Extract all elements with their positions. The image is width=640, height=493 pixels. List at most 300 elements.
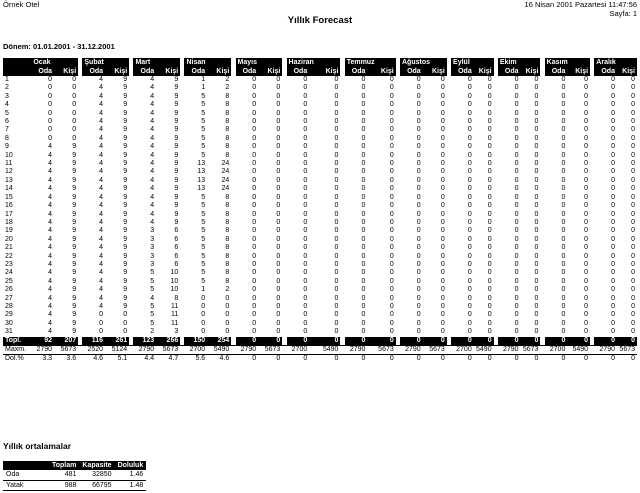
room-column-header: Oda — [31, 67, 54, 76]
table-cell: 0 — [440, 176, 445, 184]
table-cell: 0 — [276, 202, 281, 210]
table-cell: 0 — [487, 84, 492, 92]
table-cell: 0 — [514, 84, 519, 92]
table-cell: 4 — [48, 235, 53, 243]
table-cell: 0 — [611, 151, 615, 159]
table-cell: 0 — [631, 210, 635, 218]
table-cell: 9 — [72, 260, 77, 268]
table-cell: 0 — [276, 235, 281, 243]
table-cell: 0 — [303, 168, 308, 176]
table-cell: 0 — [389, 143, 394, 151]
table-cell: 0 — [440, 319, 445, 327]
table-cell: 0 — [389, 311, 394, 319]
month-header: Mart — [133, 58, 180, 67]
table-cell: 0 — [467, 193, 472, 201]
table-cell: 9 — [123, 101, 128, 109]
table-cell: 5673 — [617, 346, 637, 355]
table-cell: 0 — [561, 92, 566, 100]
averages-column-header: Doluluk — [115, 461, 147, 470]
table-cell: 0 — [467, 244, 472, 252]
table-cell: 0 — [334, 218, 339, 226]
table-cell: 0 — [252, 151, 257, 159]
table-cell: 9 — [174, 118, 179, 126]
table-cell: 0 — [440, 302, 445, 310]
table-row — [3, 126, 637, 134]
table-cell: 1.46 — [115, 470, 147, 480]
table-cell: 4 — [48, 202, 53, 210]
table-cell: 5 — [150, 277, 155, 285]
table-cell: 0 — [631, 235, 635, 243]
table-cell: 0 — [389, 185, 394, 193]
guest-column-header: Kişi — [521, 67, 541, 76]
table-cell: 0 — [303, 185, 308, 193]
row-label: 26 — [5, 286, 13, 294]
table-cell: 0 — [534, 269, 539, 277]
table-cell: 0 — [361, 328, 366, 336]
table-cell: 0 — [225, 302, 230, 310]
table-cell: 9 — [72, 202, 77, 210]
table-cell: 4 — [150, 109, 155, 117]
table-cell: 0 — [252, 319, 257, 327]
table-cell: 0 — [561, 294, 566, 302]
table-cell: 0 — [487, 311, 492, 319]
table-cell: 0 — [361, 118, 366, 126]
row-label: 22 — [5, 252, 13, 260]
table-cell: 0 — [416, 210, 421, 218]
table-cell: 0 — [611, 92, 615, 100]
table-cell: 0 — [567, 355, 590, 364]
table-cell: 0 — [303, 109, 308, 117]
table-cell: 0 — [276, 244, 281, 252]
table-cell: 0 — [303, 328, 308, 336]
table-cell: 0 — [561, 185, 566, 193]
table-cell: 0 — [467, 101, 472, 109]
table-cell: 4 — [99, 235, 104, 243]
table-cell: 0 — [361, 302, 366, 310]
table-cell: 4 — [99, 143, 104, 151]
room-column-header: Oda — [184, 67, 207, 76]
table-cell: 0 — [534, 185, 539, 193]
table-cell: 254 — [207, 337, 231, 346]
table-cell: 5 — [201, 92, 206, 100]
table-cell: 0 — [48, 126, 53, 134]
table-cell: 0 — [534, 286, 539, 294]
table-cell: 0 — [276, 126, 281, 134]
table-cell: 0 — [631, 193, 635, 201]
table-cell: 0 — [584, 244, 589, 252]
table-cell: 0 — [201, 302, 206, 310]
table-cell: 0 — [534, 319, 539, 327]
table-cell: 0 — [361, 134, 366, 142]
table-cell: 0 — [631, 302, 635, 310]
row-label: 17 — [5, 210, 13, 218]
table-cell: 0 — [631, 185, 635, 193]
table-cell: 0 — [584, 185, 589, 193]
table-row — [3, 185, 637, 193]
table-cell: 150 — [184, 337, 207, 346]
table-cell: 5 — [201, 252, 206, 260]
table-cell: 0 — [252, 252, 257, 260]
table-cell: 0 — [361, 235, 366, 243]
table-cell: 0 — [467, 143, 472, 151]
table-cell: 266 — [156, 337, 180, 346]
table-cell: 0 — [276, 101, 281, 109]
table-cell: 4 — [150, 193, 155, 201]
table-cell: 0 — [416, 252, 421, 260]
table-cell: 0 — [534, 311, 539, 319]
table-cell: 4 — [99, 210, 104, 218]
table-cell: 0 — [252, 286, 257, 294]
table-cell: 2700 — [451, 346, 474, 355]
table-cell: 0 — [545, 355, 568, 364]
table-cell: 0 — [534, 101, 539, 109]
table-cell: 0 — [334, 269, 339, 277]
table-cell: 0 — [252, 76, 257, 83]
table-cell: 4 — [99, 227, 104, 235]
table-cell: 0 — [400, 337, 423, 346]
table-cell: 9 — [174, 126, 179, 134]
table-cell: 9 — [174, 101, 179, 109]
table-cell: 0 — [631, 294, 635, 302]
table-cell: 0 — [467, 218, 472, 226]
table-cell: 4 — [99, 84, 104, 92]
table-cell: 0 — [72, 84, 77, 92]
table-cell: 0 — [389, 160, 394, 168]
report-title: Yıllık Forecast — [287, 15, 353, 26]
table-cell: 6 — [174, 252, 179, 260]
table-row — [3, 244, 637, 252]
row-label: 19 — [5, 227, 13, 235]
table-cell: 0 — [611, 277, 615, 285]
table-cell: 0 — [303, 269, 308, 277]
table-cell: 0 — [416, 84, 421, 92]
table-cell: 0 — [416, 260, 421, 268]
table-cell: 9 — [123, 193, 128, 201]
room-column-header: Oda — [345, 67, 368, 76]
averages-column-header: Kapasite — [79, 461, 114, 470]
table-cell: 0 — [252, 244, 257, 252]
table-cell: 4 — [99, 185, 104, 193]
table-cell: 0 — [584, 294, 589, 302]
table-cell: 0 — [584, 286, 589, 294]
table-cell: 0 — [440, 185, 445, 193]
table-cell: 0 — [361, 101, 366, 109]
table-cell: 0 — [467, 84, 472, 92]
table-cell: 0 — [561, 176, 566, 184]
table-cell: 3 — [150, 252, 155, 260]
table-cell: 0 — [631, 319, 635, 327]
table-cell: 0 — [303, 160, 308, 168]
table-cell: 8 — [225, 252, 230, 260]
table-cell: 2790 — [133, 346, 156, 355]
table-cell: 0 — [303, 92, 308, 100]
table-cell: 0 — [201, 319, 206, 327]
table-cell: 0 — [534, 109, 539, 117]
table-cell: 0 — [416, 193, 421, 201]
table-cell: 8 — [225, 101, 230, 109]
table-cell: 5 — [150, 286, 155, 294]
table-cell: 0 — [361, 126, 366, 134]
table-cell: 0 — [361, 277, 366, 285]
table-cell: 0 — [252, 84, 257, 92]
table-cell: 5490 — [567, 346, 590, 355]
table-cell: 3 — [150, 260, 155, 268]
table-cell: 0 — [611, 202, 615, 210]
table-cell: 0 — [334, 143, 339, 151]
table-cell: 9 — [174, 193, 179, 201]
table-cell: 9 — [174, 76, 179, 83]
table-cell: 0 — [440, 269, 445, 277]
table-cell: 0 — [561, 193, 566, 201]
guest-column-header: Kişi — [54, 67, 78, 76]
table-cell: 11 — [170, 319, 179, 327]
table-cell: 0 — [303, 101, 308, 109]
table-cell: 0 — [631, 101, 635, 109]
table-cell: 0 — [236, 337, 259, 346]
table-cell: 0 — [361, 168, 366, 176]
table-cell: 0 — [631, 227, 635, 235]
table-cell: 0 — [584, 302, 589, 310]
table-cell: 9 — [174, 185, 179, 193]
table-cell: 0 — [561, 168, 566, 176]
table-cell: 0 — [514, 118, 519, 126]
table-cell: 0 — [123, 319, 128, 327]
table-cell: 4 — [48, 227, 53, 235]
table-cell: 0 — [584, 328, 589, 336]
table-cell: 0 — [584, 235, 589, 243]
table-cell: 1 — [201, 76, 206, 83]
table-cell: 0 — [487, 143, 492, 151]
table-cell: 0 — [361, 109, 366, 117]
table-cell: 9 — [72, 244, 77, 252]
table-cell: 0 — [487, 101, 492, 109]
table-cell: 11 — [170, 302, 179, 310]
row-label: Yatak — [3, 480, 49, 491]
table-cell: 0 — [631, 92, 635, 100]
table-cell: 0 — [617, 337, 637, 346]
row-label: 8 — [5, 134, 9, 142]
table-cell: 5 — [201, 134, 206, 142]
table-cell: 4 — [48, 193, 53, 201]
row-label: 15 — [5, 193, 13, 201]
table-cell: 0 — [416, 202, 421, 210]
table-cell: 0 — [611, 101, 615, 109]
table-cell: 9 — [123, 109, 128, 117]
table-cell: 4 — [48, 151, 53, 159]
table-cell: 5673 — [156, 346, 180, 355]
table-cell: 9 — [174, 176, 179, 184]
table-cell: 9 — [72, 319, 77, 327]
table-cell: 0 — [487, 319, 492, 327]
table-cell: 0 — [467, 76, 472, 83]
table-cell: 9 — [123, 252, 128, 260]
table-cell: 0 — [389, 294, 394, 302]
table-cell: 0 — [225, 319, 230, 327]
table-cell: 0 — [514, 101, 519, 109]
table-cell: 0 — [225, 311, 230, 319]
table-cell: 4.7 — [156, 355, 180, 364]
table-cell: 9 — [123, 260, 128, 268]
table-cell: 0 — [367, 337, 395, 346]
table-cell: 0 — [201, 328, 206, 336]
table-cell: 5 — [201, 244, 206, 252]
table-cell: 0 — [487, 269, 492, 277]
table-cell: 0 — [416, 302, 421, 310]
table-cell: 0 — [334, 185, 339, 193]
table-cell: 0 — [389, 109, 394, 117]
table-cell: 0 — [361, 311, 366, 319]
month-header-row — [3, 58, 637, 67]
table-cell: 0 — [561, 302, 566, 310]
table-cell: 0 — [474, 355, 494, 364]
table-cell: 4 — [48, 244, 53, 252]
table-cell: 0 — [514, 252, 519, 260]
table-cell: 0 — [389, 244, 394, 252]
row-label: Oda — [3, 470, 49, 480]
table-cell: 0 — [389, 302, 394, 310]
table-cell: 0 — [561, 319, 566, 327]
month-header: Ağustos — [400, 58, 447, 67]
table-cell: 0 — [561, 269, 566, 277]
table-cell: 0 — [631, 202, 635, 210]
table-cell: 8 — [225, 193, 230, 201]
table-cell: 0 — [334, 109, 339, 117]
table-cell: 0 — [361, 143, 366, 151]
table-cell: 0 — [276, 328, 281, 336]
table-cell: 9 — [123, 126, 128, 134]
month-header: Ocak — [31, 58, 78, 67]
table-cell: 0 — [534, 151, 539, 159]
table-cell: 0 — [99, 311, 104, 319]
table-cell: 0 — [334, 286, 339, 294]
table-cell: 0 — [467, 109, 472, 117]
table-cell: 0 — [252, 92, 257, 100]
table-cell: 0 — [361, 244, 366, 252]
table-cell: 0 — [276, 252, 281, 260]
table-cell: 0 — [514, 92, 519, 100]
table-cell: 0 — [584, 311, 589, 319]
table-cell: 0 — [440, 286, 445, 294]
table-cell: 0 — [561, 210, 566, 218]
table-cell: 0 — [487, 193, 492, 201]
table-cell: 0 — [584, 277, 589, 285]
table-cell: 4 — [48, 185, 53, 193]
table-cell: 0 — [416, 92, 421, 100]
table-cell: 0 — [276, 302, 281, 310]
table-cell: 0 — [252, 235, 257, 243]
table-cell: 10 — [170, 277, 179, 285]
table-cell: 4 — [48, 328, 53, 336]
table-cell: 0 — [334, 260, 339, 268]
table-cell: 5 — [201, 118, 206, 126]
table-cell: 0 — [361, 252, 366, 260]
table-cell: 5 — [201, 260, 206, 268]
table-cell: 2790 — [345, 346, 368, 355]
table-cell: 0 — [514, 151, 519, 159]
month-header: Şubat — [82, 58, 129, 67]
month-header: Haziran — [287, 58, 341, 67]
table-cell: 0 — [99, 328, 104, 336]
table-cell: 0 — [389, 76, 394, 83]
table-cell: 0 — [584, 143, 589, 151]
row-label: 4 — [5, 101, 9, 109]
table-cell: 0 — [487, 92, 492, 100]
table-cell: 0 — [611, 235, 615, 243]
table-cell: 4.6 — [207, 355, 231, 364]
table-cell: 0 — [276, 84, 281, 92]
table-cell: 0 — [584, 319, 589, 327]
table-cell: 0 — [303, 176, 308, 184]
table-cell: 0 — [584, 176, 589, 184]
table-cell: 0 — [561, 235, 566, 243]
table-cell: 0 — [584, 252, 589, 260]
table-cell: 0 — [611, 269, 615, 277]
table-cell: 0 — [611, 185, 615, 193]
table-cell: 0 — [345, 337, 368, 346]
table-cell: 0 — [303, 76, 308, 83]
table-row — [3, 320, 637, 328]
table-cell: 8 — [225, 126, 230, 134]
table-cell: 0 — [611, 168, 615, 176]
table-cell: 0 — [514, 176, 519, 184]
table-cell: 4 — [150, 185, 155, 193]
table-cell: 0 — [561, 126, 566, 134]
table-cell: 5 — [150, 311, 155, 319]
table-cell: 0 — [303, 151, 308, 159]
table-cell: 0 — [611, 319, 615, 327]
table-cell: 0 — [361, 227, 366, 235]
guest-column-header: Kişi — [474, 67, 494, 76]
table-cell: 0 — [584, 134, 589, 142]
table-row — [3, 253, 637, 261]
table-cell: 0 — [276, 311, 281, 319]
table-cell: 9 — [72, 210, 77, 218]
table-cell: 0 — [389, 328, 394, 336]
table-cell: 0 — [252, 160, 257, 168]
table-cell: 0 — [514, 227, 519, 235]
table-cell: 0 — [514, 185, 519, 193]
table-cell: 0 — [467, 160, 472, 168]
table-cell: 0 — [514, 294, 519, 302]
table-cell: 0 — [611, 227, 615, 235]
table-cell: 0 — [514, 260, 519, 268]
table-cell: 4 — [150, 218, 155, 226]
table-cell: 0 — [389, 319, 394, 327]
row-label: 10 — [5, 151, 13, 159]
table-cell: 0 — [276, 260, 281, 268]
table-cell: 8 — [225, 143, 230, 151]
table-cell: 9 — [72, 269, 77, 277]
table-cell: 0 — [440, 126, 445, 134]
occupancy-row — [3, 355, 637, 364]
table-cell: 0 — [252, 218, 257, 226]
table-cell: 2700 — [545, 346, 568, 355]
table-cell: 0 — [514, 218, 519, 226]
table-cell: 0 — [561, 277, 566, 285]
table-cell: 988 — [49, 480, 79, 491]
table-row — [3, 152, 637, 160]
table-cell: 4 — [48, 176, 53, 184]
table-cell: 0 — [258, 355, 282, 364]
table-cell: 0 — [303, 118, 308, 126]
table-row — [3, 227, 637, 235]
table-cell: 9 — [174, 84, 179, 92]
table-cell: 0 — [534, 134, 539, 142]
table-cell: 0 — [440, 294, 445, 302]
month-header: Mayıs — [236, 58, 283, 67]
table-cell: 0 — [487, 176, 492, 184]
table-cell: 1.48 — [115, 480, 147, 491]
